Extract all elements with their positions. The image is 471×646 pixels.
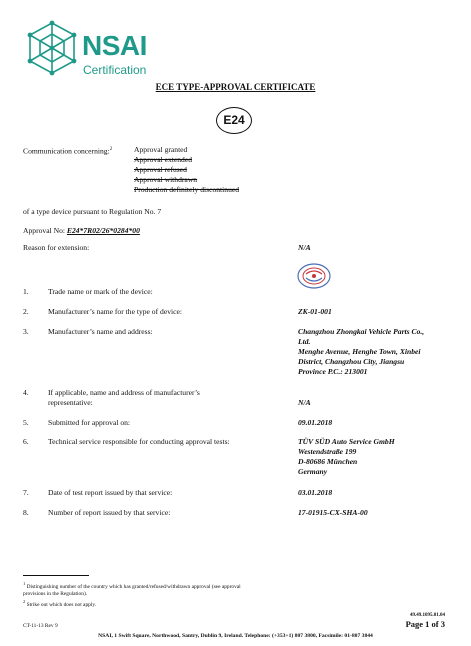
footnote-1 [23, 580, 353, 598]
value-line: District, Changzhou City, Jiangsu [298, 357, 405, 366]
value-line: Province P.C.: 213001 [298, 367, 368, 376]
approval-number-label: Approval No: [23, 226, 65, 235]
item-label-1: Trade name or mark of the device: [48, 287, 153, 296]
logo-subtitle: Certification [83, 63, 147, 77]
label-line: representative: [48, 398, 93, 407]
extension-value: N/A [298, 243, 311, 252]
item-label-3: Manufacturer’s name and address: [48, 327, 153, 336]
document-ref: 49.49.1095.01.04 [410, 613, 445, 618]
item-label-7: Date of test report issued by that service: [48, 488, 173, 497]
form-code: CT-11-13 Rev 9 [23, 623, 58, 629]
communication-options [134, 145, 239, 195]
item-value-8: 17-01915-CX-SHA-00 [298, 508, 368, 517]
item-label-5: Submitted for approval on: [48, 418, 131, 427]
certificate-title: ECE TYPE-APPROVAL CERTIFICATE [155, 82, 316, 92]
footnotes [23, 580, 353, 609]
item-num-3: 3. [23, 327, 29, 336]
footnote-divider [23, 575, 89, 576]
e-circle-mark-icon [216, 107, 252, 134]
footnote-sup: 1 [23, 581, 26, 586]
item-value-7: 03.01.2018 [298, 488, 333, 497]
approval-number-value: E24*7R02/26*0284*00 [66, 226, 140, 235]
option-discontinued: Production definitely discontinued [134, 185, 240, 194]
item-num-4: 4. [23, 388, 29, 397]
item-label-8: Number of report issued by that service: [48, 508, 171, 517]
item-num-2: 2. [23, 307, 29, 316]
footnote-sup: 2 [23, 598, 26, 604]
item-num-8: 8. [23, 508, 29, 517]
item-num-5: 5. [23, 418, 29, 427]
footer-address: NSAI, 1 Swift Square, Northwood, Santry, Dublin 9, Ireland. Telephone: (+353+1) 807 3800, Facsimile: 01-807 3844 [98, 633, 373, 639]
value-line: D-80686 München [298, 457, 358, 466]
item-label-2: Manufacturer’s name for the type of device: [48, 307, 182, 316]
option-granted: Approval granted [134, 145, 188, 154]
item-value-3 [298, 327, 424, 377]
item-value-2: ZK-01-001 [298, 307, 332, 316]
value-line: Menghe Avenue, Henghe Town, Xinbei [298, 347, 421, 356]
manufacturer-mark-icon [296, 262, 332, 290]
footnote-2 [23, 598, 353, 609]
item-label-6: Technical service responsible for conducting approval tests: [48, 437, 230, 446]
value-line: Germany [298, 467, 328, 476]
option-refused: Approval refused [134, 165, 187, 174]
item-value-6 [298, 437, 395, 477]
page-number: Page 1 of 3 [405, 619, 445, 629]
option-withdrawn: Approval withdrawn [134, 175, 198, 184]
item-value-5: 09.01.2018 [298, 418, 333, 427]
footnote-text: Strike out which does not apply. [26, 601, 97, 608]
approval-mark-text: E24 [223, 113, 245, 127]
item-num-6: 6. [23, 437, 29, 446]
extension-label: Reason for extension: [23, 243, 90, 252]
regulation-line: of a type device pursuant to Regulation No. 7 [23, 207, 162, 216]
item-num-1: 1. [23, 287, 29, 296]
footnote-text: provisions in the Regulation). [23, 590, 88, 597]
value-line: Westendstraße 199 [298, 447, 357, 456]
label-line: If applicable, name and address of manufacturer’s [48, 388, 200, 397]
logo-name: NSAI [82, 30, 147, 61]
option-extended: Approval extended [134, 155, 192, 164]
item-num-7: 7. [23, 488, 29, 497]
hexagon-network-icon [26, 20, 78, 78]
value-line: Changzhou Zhongkai Vehicle Parts Co., [298, 327, 425, 336]
communication-label-text: Communication concerning: [23, 146, 110, 156]
value-line: TÜV SÜD Auto Service GmbH [298, 437, 395, 446]
footnote-ref: 2 [109, 147, 113, 152]
item-label-4 [48, 388, 200, 408]
communication-label [23, 145, 112, 157]
approval-number-row [23, 226, 140, 236]
footnote-text: Distinguishing number of the country which has granted/refused/withdrawn approval (see approval [26, 583, 241, 590]
value-line: Ltd. [298, 337, 311, 346]
item-value-4: N/A [298, 398, 311, 407]
